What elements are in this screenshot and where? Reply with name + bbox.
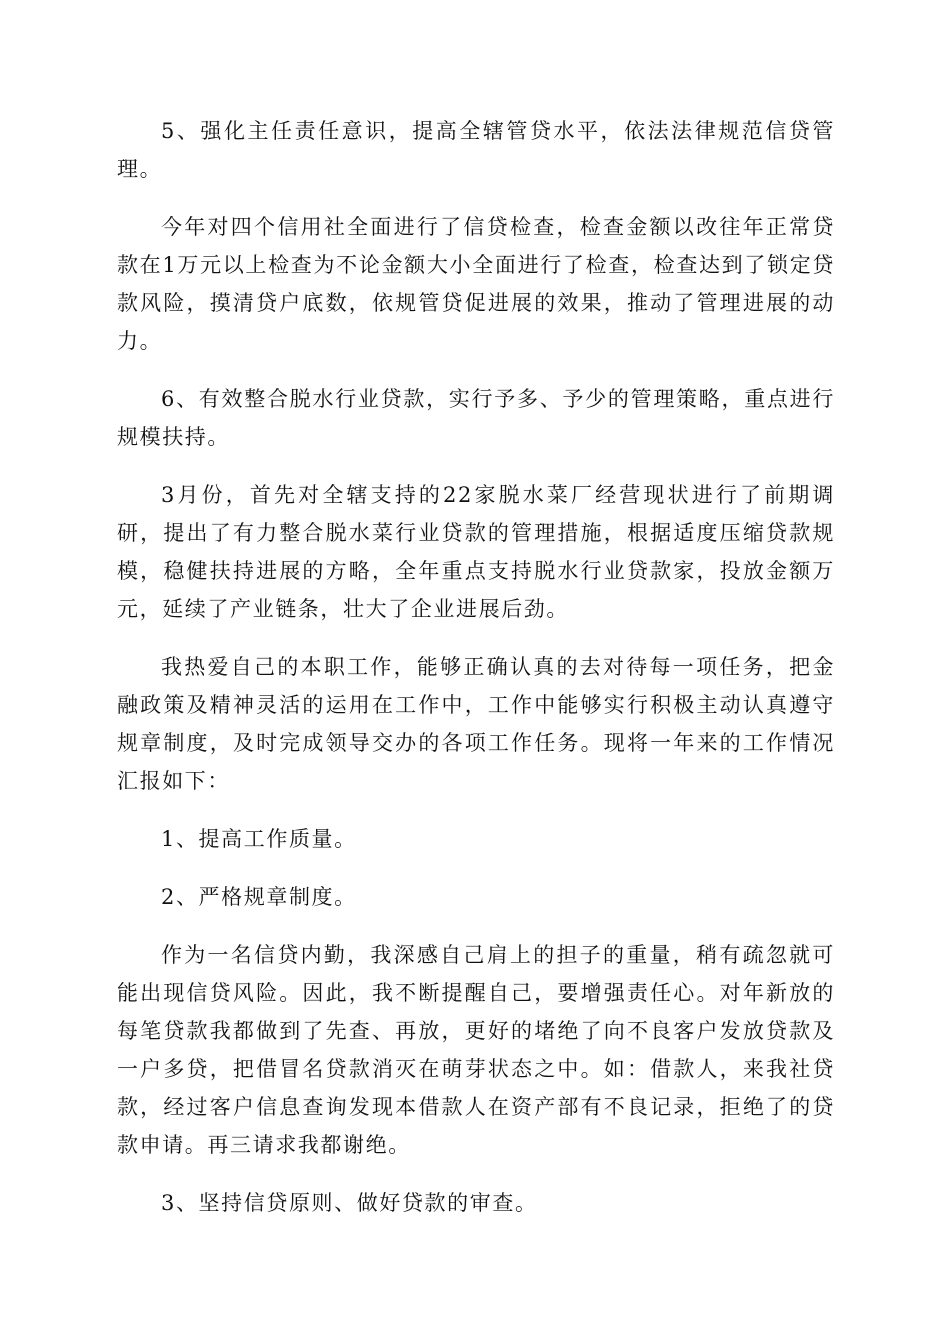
paragraph-item-1: 1、提高工作质量。	[161, 827, 357, 851]
paragraph-inspection: 今年对四个信用社全面进行了信贷检查，检查金额以改往年正常贷款在1万元以上检查为不论金额大小全面进行了检查，检查达到了锁定贷款风险，摸清贷户底数，依规管贷促进展的效果，推动了管理进展的动力。	[117, 215, 835, 353]
paragraph-item-5: 5、强化主任责任意识，提高全辖管贷水平，依法法律规范信贷管理。	[117, 119, 835, 181]
paragraph-item-6: 6、有效整合脱水行业贷款，实行予多、予少的管理策略，重点进行规模扶持。	[117, 387, 835, 449]
document-body	[117, 112, 835, 1242]
paragraph-item-3: 3、坚持信贷原则、做好贷款的审查。	[161, 1191, 538, 1215]
paragraph-march-survey: 3月份，首先对全辖支持的22家脱水菜厂经营现状进行了前期调研，提出了有力整合脱水菜行业贷款的管理措施，根据适度压缩贷款规模，稳健扶持进展的方略，全年重点支持脱水行业贷款家，投放金额万元，延续了产业链条，壮大了企业进展后劲。	[117, 483, 835, 621]
paragraph-credit-clerk: 作为一名信贷内勤，我深感自己肩上的担子的重量，稍有疏忽就可能出现信贷风险。因此，我不断提醒自己，要增强责任心。对年新放的每笔贷款我都做到了先查、再放，更好的堵绝了向不良客户发放贷款及一户多贷，把借冒名贷款消灭在萌芽状态之中。如：借款人，来我社贷款，经过客户信息查询发现本借款人在资产部有不良记录，拒绝了的贷款申请。再三请求我都谢绝。	[117, 943, 835, 1157]
paragraph-item-2: 2、严格规章制度。	[161, 885, 357, 909]
paragraph-work-report-intro: 我热爱自己的本职工作，能够正确认真的去对待每一项任务，把金融政策及精神灵活的运用在工作中，工作中能够实行积极主动认真遵守规章制度，及时完成领导交办的各项工作任务。现将一年来的工作情况汇报如下：	[117, 655, 835, 793]
